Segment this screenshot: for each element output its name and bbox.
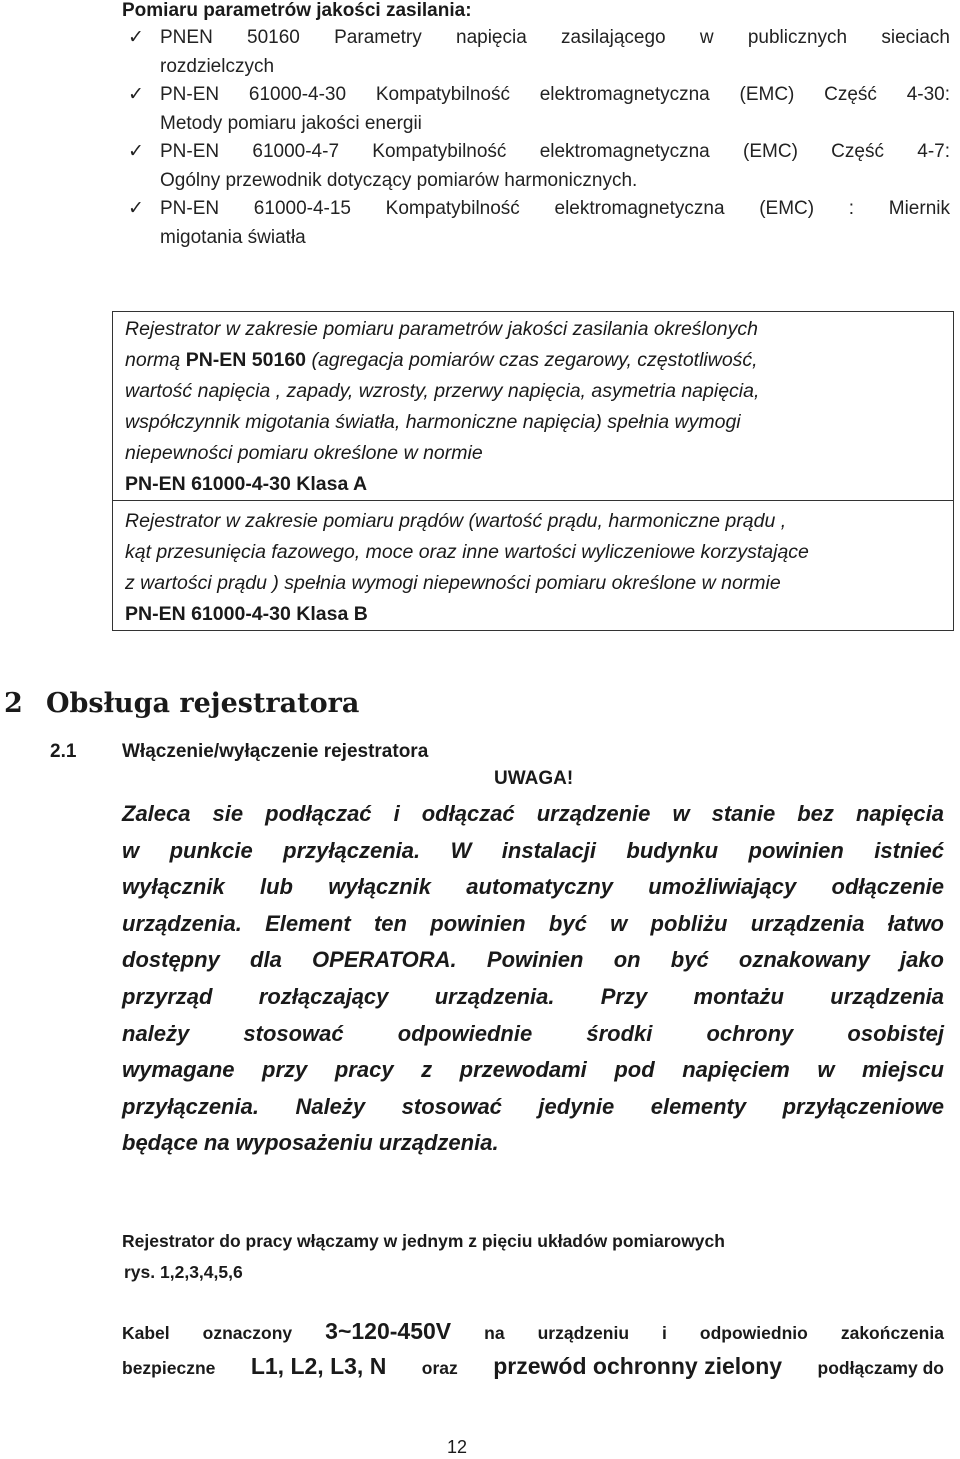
warning-line: przyłączenia. Należy stosować jedynie elementy przyłączeniowe (122, 1093, 944, 1119)
warning-text (122, 796, 944, 1162)
warning-line: przyrząd rozłączający urządzenia. Przy montażu urządzenia (122, 983, 944, 1009)
box-line: kąt przesunięcia fazowego, moce oraz inne wartości wyliczeniowe korzystające (125, 541, 809, 563)
warning-line: będące na wyposażeniu urządzenia. (122, 1130, 499, 1156)
cable-line-1 (122, 1318, 944, 1345)
list-item (128, 138, 950, 195)
voltage-accuracy-block (125, 314, 945, 500)
section-title: Obsługa rejestratora (46, 688, 360, 719)
list-item-line: PN-EN 61000-4-15 Kompatybilność elektromagnetyczna (EMC) : Miernik (160, 198, 950, 219)
page-number: 12 (447, 1437, 468, 1457)
standard-ref: PN-EN 50160 (185, 349, 307, 371)
phase-conductors: L1, L2, L3, N (250, 1353, 387, 1379)
list-item-line: PNEN 50160 Parametry napięcia zasilającego w publicznych sieciach (160, 27, 950, 48)
list-item (128, 81, 950, 138)
warning-line: w punkcie przyłączenia. W instalacji budynku powinien istnieć (122, 837, 944, 863)
checkmark-icon: ✓ (128, 141, 144, 162)
figure-references: rys. 1,2,3,4,5,6 (124, 1262, 243, 1282)
box-line: Rejestrator w zakresie pomiaru parametrów jakości zasilania określonych (125, 318, 758, 340)
checkmark-icon: ✓ (128, 84, 144, 105)
standards-list (128, 24, 950, 252)
intro-heading: Pomiaru parametrów jakości zasilania: (122, 0, 472, 21)
cable-word: odpowiednio (699, 1323, 808, 1343)
list-item (128, 24, 950, 81)
box-line: współczynnik migotania światła, harmoniczne napięcia) spełnia wymogi (125, 411, 741, 433)
box-line: normą PN-EN 50160 (agregacja pomiarów czas zegarowy, częstotliwość, (125, 349, 758, 371)
list-item-line: migotania światła (160, 226, 306, 248)
cable-word: oraz (421, 1358, 458, 1378)
box-divider (113, 500, 953, 501)
accuracy-class-box (112, 311, 954, 631)
warning-line: wymagane przy pracy z przewodami pod napięciem w miejscu (122, 1057, 944, 1083)
cable-word: Kabel (122, 1323, 170, 1343)
box-line: Rejestrator w zakresie pomiaru prądów (wartość prądu, harmoniczne prądu , (125, 510, 787, 532)
box-line: wartość napięcia , zapady, wzrosty, przerwy napięcia, asymetria napięcia, (125, 380, 760, 402)
box-line: niepewności pomiaru określone w normie (125, 442, 483, 464)
voltage-range: 3~120-450V (325, 1318, 452, 1344)
cable-word: zakończenia (840, 1323, 944, 1343)
list-item-line: rozdzielczych (160, 55, 275, 77)
list-item-line: PN-EN 61000-4-30 Kompatybilność elektromagnetyczna (EMC) Część 4-30: (160, 84, 950, 105)
checkmark-icon: ✓ (128, 198, 144, 219)
list-item-line: Ogólny przewodnik dotyczący pomiarów harmonicznych. (160, 169, 638, 191)
cable-word: podłączamy do (817, 1358, 944, 1378)
list-item-line: PN-EN 61000-4-7 Kompatybilność elektromagnetyczna (EMC) Część 4-7: (160, 141, 950, 162)
warning-line: urządzenia. Element ten powinien być w pobliżu urządzenia łatwo (122, 910, 944, 936)
subsection-title: Włączenie/wyłączenie rejestratora (122, 741, 429, 762)
warning-line: Zaleca sie podłączać i odłączać urządzenie w stanie bez napięcia (122, 801, 944, 826)
class-a-label: PN-EN 61000-4-30 Klasa A (125, 473, 368, 495)
cable-word: i (662, 1323, 667, 1343)
current-accuracy-block (125, 506, 945, 630)
warning-line: należy stosować odpowiednie środki ochrony osobistej (122, 1020, 944, 1046)
warning-label: UWAGA! (494, 768, 574, 789)
cable-word: oznaczony (202, 1323, 293, 1343)
box-line: z wartości prądu ) spełnia wymogi niepewności pomiaru określone w normie (125, 572, 781, 594)
checkmark-icon: ✓ (128, 27, 144, 48)
list-item (128, 195, 950, 252)
subsection-number: 2.1 (50, 741, 77, 762)
warning-line: wyłącznik lub wyłącznik automatyczny umożliwiający odłączenie (122, 874, 944, 900)
protective-conductor: przewód ochronny zielony (493, 1353, 783, 1379)
class-b-label: PN-EN 61000-4-30 Klasa B (125, 603, 368, 625)
section-number: 2 (4, 688, 23, 719)
warning-line: dostępny dla OPERATORA. Powinien on być oznakowany jako (122, 947, 944, 973)
cable-word: na (484, 1323, 505, 1343)
cable-word: bezpieczne (122, 1358, 216, 1378)
list-item-line: Metody pomiaru jakości energii (160, 112, 422, 134)
cable-word: urządzeniu (537, 1323, 630, 1343)
cable-line-2 (122, 1353, 944, 1380)
connection-text: Rejestrator do pracy włączamy w jednym z pięciu układów pomiarowych (122, 1231, 725, 1251)
